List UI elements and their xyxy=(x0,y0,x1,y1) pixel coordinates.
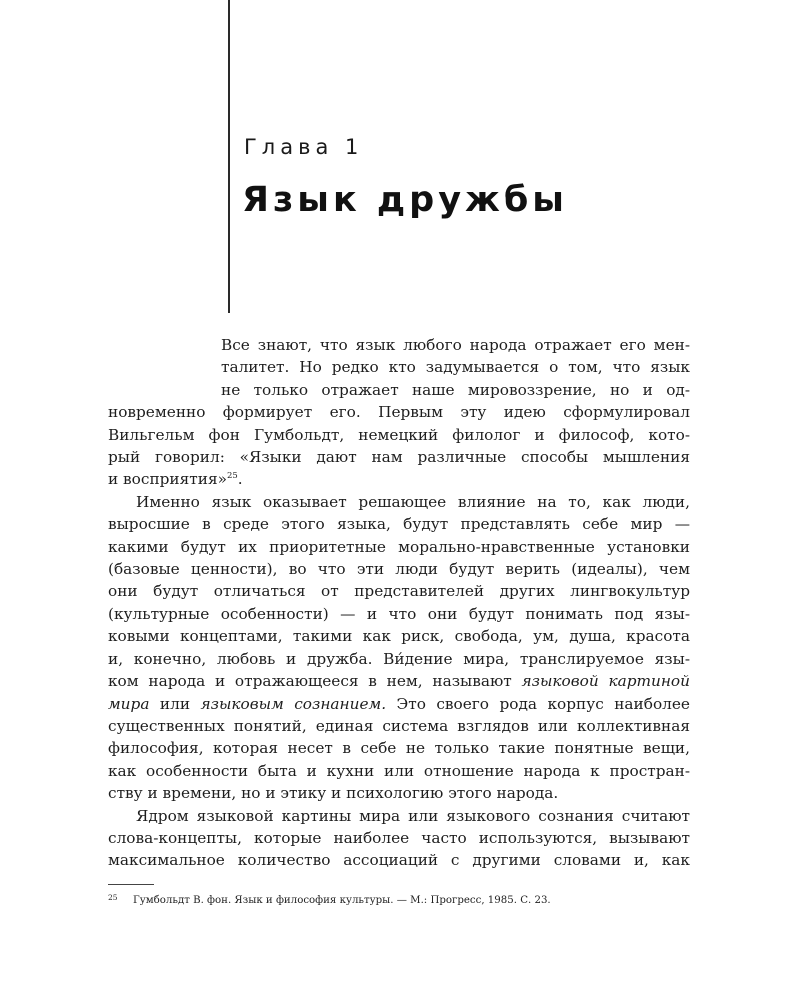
text-line: ковыми концептами, такими как риск, свобода, ум, душа, красота xyxy=(108,627,690,646)
text-line: они будут отличаться от представителей других лингвокультур xyxy=(108,582,690,601)
text-line xyxy=(108,468,690,490)
text-line: выросшие в среде этого языка, будут представлять себе мир — xyxy=(108,515,690,534)
text-line: ству и времени, но и этику и психологию этого народа. xyxy=(108,784,559,803)
text-line: как особенности быта и кухни или отношение народа к простран- xyxy=(108,761,690,780)
text-line: талитет. Но редко кто задумывается о том, что язык xyxy=(221,358,690,377)
text-line: слова-концепты, которые наиболее часто используются, вызывают xyxy=(108,828,690,847)
chapter-number: Глава 1 xyxy=(244,135,364,159)
text-line: существенных понятий, единая система взглядов или коллективная xyxy=(108,716,690,735)
paragraph-2 xyxy=(108,491,690,805)
paragraph-3 xyxy=(108,805,690,872)
text-line: не только отражает наше мировоззрение, но и од- xyxy=(221,380,690,399)
text-line: и, конечно, любовь и дружба. Ви́дение мира, транслируемое язы- xyxy=(108,649,690,668)
text-line: (базовые ценности), во что эти люди будут верить (идеалы), чем xyxy=(108,560,690,579)
text-fragment: и восприятия» xyxy=(108,470,227,489)
text-line: Все знают, что язык любого народа отражает его мен- xyxy=(221,336,690,354)
body-text xyxy=(108,334,690,872)
text-line: максимальное количество ассоциаций с другими словами и, как xyxy=(108,851,690,870)
paragraph-1 xyxy=(108,334,690,491)
text-line xyxy=(108,693,690,715)
footnote-separator xyxy=(108,884,154,885)
footnote-reference[interactable]: 25 xyxy=(226,471,238,482)
text-line xyxy=(108,670,690,692)
italic-term: языковой картиной xyxy=(521,672,690,691)
text-line: какими будут их приоритетные морально-нравственные установки xyxy=(108,537,690,556)
italic-term: мира xyxy=(108,694,150,713)
text-line: рый говорил: «Языки дают нам различные способы мышления xyxy=(108,448,690,467)
text-line: философия, которая несет в себе не только такие понятные вещи, xyxy=(108,739,690,758)
text-line: Именно язык оказывает решающее влияние на то, как люди, xyxy=(136,492,690,511)
text-line: (культурные особенности) — и что они будут понимать под язы- xyxy=(108,604,690,623)
text-fragment: или xyxy=(149,694,201,713)
text-fragment: . xyxy=(237,470,243,489)
text-line: Ядром языковой картины мира или языкового сознания считают xyxy=(136,806,690,825)
text-fragment: Это своего рода корпус наиболее xyxy=(386,694,690,713)
chapter-vertical-rule xyxy=(228,0,230,313)
footnote xyxy=(108,891,551,908)
footnote-number: 25 xyxy=(108,893,118,902)
footnote-text: Гумбольдт В. фон. Язык и философия культуры. — М.: Прогресс, 1985. С. 23. xyxy=(133,895,551,906)
text-line: Вильгельм фон Гумбольдт, немецкий филолог и философ, кото- xyxy=(108,425,690,444)
chapter-title: Язык дружбы xyxy=(242,180,568,220)
text-fragment: ком народа и отражающееся в нем, называют xyxy=(108,672,522,691)
text-line: новременно формирует его. Первым эту идею сформулировал xyxy=(108,403,690,422)
italic-term: языковым сознанием. xyxy=(200,694,387,713)
